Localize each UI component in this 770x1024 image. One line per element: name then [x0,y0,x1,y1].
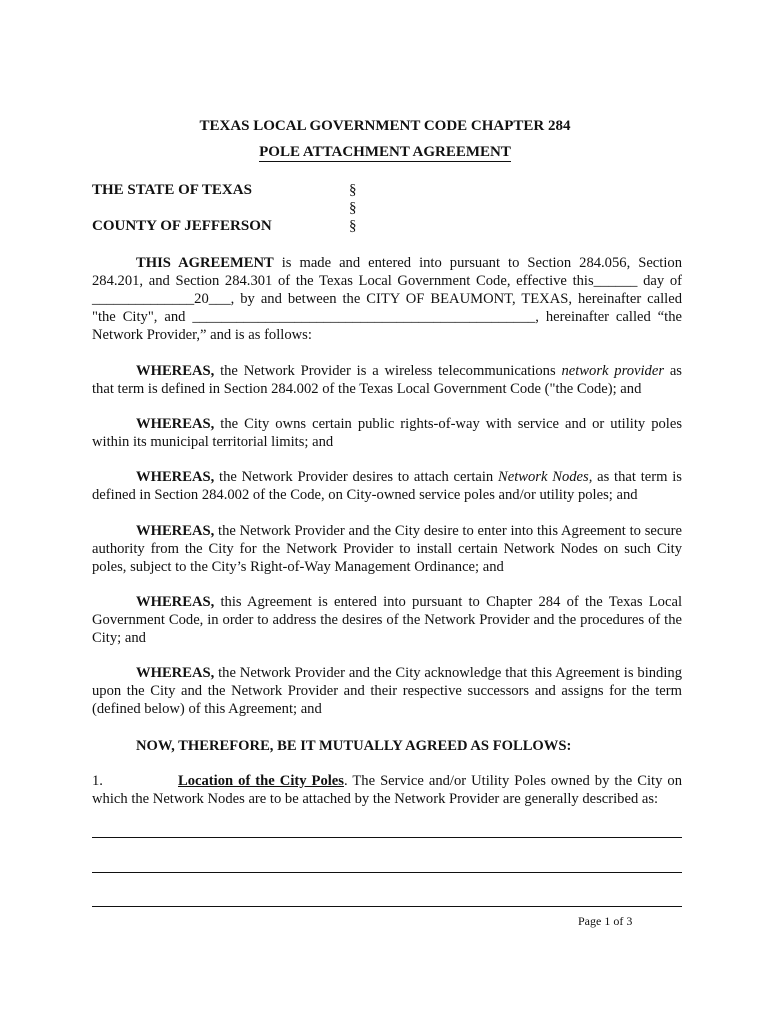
intro-text-b: , hereinafter called “the Network Provider,” and is as follows: [92,309,682,343]
whereas-paragraph-4 [92,522,682,576]
whereas5-text: this Agreement is entered into pursuant to Chapter 284 of the Texas Local Government Code, in order to address the desires of the Network Provider and the procedures of the City; and [92,594,682,646]
whereas1-text-b: as that term is defined in Section 284.002 of the Texas Local Government Code ("the Code); and [92,363,682,397]
whereas3-text-b: as that term is defined in Section 284.002 of the Code, on City-owned service poles and/or utility poles; and [92,469,682,503]
item-1-heading: Location of the City Poles [178,773,344,789]
whereas-label: WHEREAS, [136,363,215,379]
whereas-label: WHEREAS, [136,416,215,432]
whereas6-text: the Network Provider and the City acknowledge that this Agreement is binding upon the City and the Network Provider and their respective successors and assigns for the term (defined below) of this Agreement; and [92,665,682,717]
whereas2-text: the City owns certain public rights-of-way with service and or utility poles within its municipal territorial limits; and [92,416,682,450]
description-line-1[interactable] [92,837,682,838]
whereas-paragraph-1 [92,362,682,398]
subtitle-text: POLE ATTACHMENT AGREEMENT [259,144,511,160]
whereas-paragraph-6 [92,664,682,718]
now-therefore-heading: NOW, THEREFORE, BE IT MUTUALLY AGREED AS FOLLOWS: [136,738,572,754]
document-subtitle [0,144,770,161]
page-number: Page 1 of 3 [578,914,633,928]
whereas-paragraph-5 [92,593,682,647]
document-title: TEXAS LOCAL GOVERNMENT CODE CHAPTER 284 [199,118,571,134]
intro-paragraph [92,254,682,344]
whereas-label: WHEREAS, [136,469,215,485]
item-1-number: 1. [92,773,103,789]
intro-lead: THIS AGREEMENT [136,255,274,271]
item-1-paragraph [92,772,682,808]
whereas-paragraph-3 [92,468,682,504]
intro-text-a: is made and entered into pursuant to Section 284.056, Section 284.201, and Section 284.301 of the Texas Local Government Code, effective this______ day of ______________20___, by and between the CITY OF BEAUMONT, TEXAS, hereinafter called "the City", and [92,255,682,325]
whereas3-text-a: the Network Provider desires to attach certain [214,469,498,485]
provider-name-blank: _______________________________________________ [192,309,536,325]
section-symbol-1: § [349,182,357,198]
whereas4-text: the Network Provider and the City desire to enter into this Agreement to secure authority from the City for the Network Provider to install certain Network Nodes on such City poles, subject to the City’s Right-of-Way Management Ordinance; and [92,523,682,575]
section-symbol-2: § [349,200,357,216]
whereas1-text-a: the Network Provider is a wireless telecommunications [214,363,562,379]
county-label: COUNTY OF JEFFERSON [92,218,272,234]
whereas-label: WHEREAS, [136,523,215,539]
whereas-paragraph-2 [92,415,682,451]
section-symbol-3: § [349,218,357,234]
whereas-label: WHEREAS, [136,665,215,681]
whereas1-term: network provider [561,363,665,379]
state-label: THE STATE OF TEXAS [92,182,252,198]
whereas3-term: Network Nodes, [498,469,593,485]
whereas-label: WHEREAS, [136,594,215,610]
description-line-3[interactable] [92,906,682,907]
item-1-text: . The Service and/or Utility Poles owned by the City on which the Network Nodes are to be attached by the Network Provider are generally described as: [92,773,682,807]
description-line-2[interactable] [92,872,682,873]
